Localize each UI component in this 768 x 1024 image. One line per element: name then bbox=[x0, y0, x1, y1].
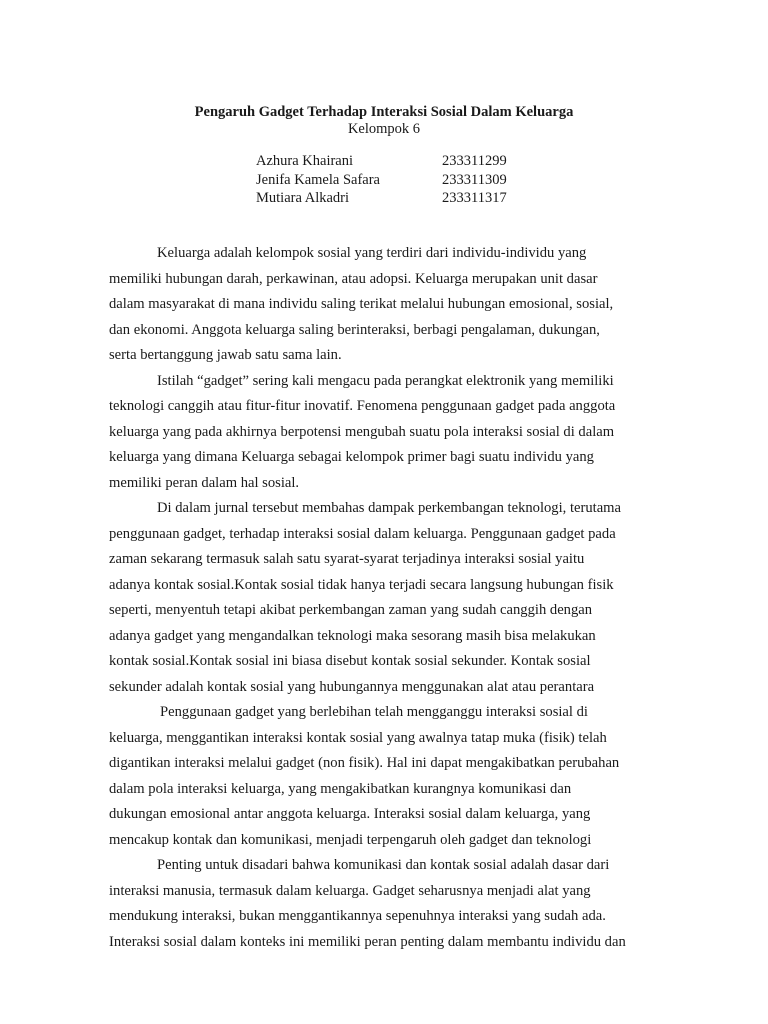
text-line: Keluarga adalah kelompok sosial yang terdiri dari individu-individu yang bbox=[157, 245, 587, 261]
text-line: Istilah “gadget” sering kali mengacu pada perangkat elektronik yang memiliki bbox=[157, 372, 614, 389]
text-line: mendukung interaksi, bukan menggantikannya sepenuhnya interaksi yang sudah ada. bbox=[109, 908, 606, 924]
text-line: penggunaan gadget, terhadap interaksi sosial dalam keluarga. Penggunaan gadget pada bbox=[109, 525, 616, 542]
text-line: kontak sosial.Kontak sosial ini biasa disebut kontak sosial sekunder. Kontak sosial bbox=[109, 653, 591, 669]
paragraph bbox=[109, 241, 657, 369]
author-row bbox=[256, 152, 507, 171]
paragraph bbox=[109, 496, 657, 700]
text-line: dukungan emosional antar anggota keluarga. Interaksi sosial dalam keluarga, yang bbox=[109, 806, 591, 822]
text-line: keluarga yang pada akhirnya berpotensi mengubah suatu pola interaksi sosial di dalam bbox=[109, 423, 615, 440]
text-line: memiliki peran dalam hal sosial. bbox=[109, 474, 300, 491]
text-line: keluarga yang dimana Keluarga sebagai kelompok primer bagi suatu individu yang bbox=[109, 449, 594, 465]
author-id: 233311299 bbox=[442, 153, 507, 169]
document-body bbox=[109, 241, 657, 955]
author-row bbox=[256, 189, 507, 208]
author-name: Mutiara Alkadri bbox=[256, 190, 350, 206]
paragraph bbox=[109, 853, 657, 955]
text-line: Penggunaan gadget yang berlebihan telah mengganggu interaksi sosial di bbox=[160, 704, 588, 720]
text-line: Penting untuk disadari bahwa komunikasi dan kontak sosial adalah dasar dari bbox=[157, 857, 610, 873]
group-label: Kelompok 6 bbox=[347, 121, 421, 137]
text-line: keluarga, menggantikan interaksi kontak sosial yang awalnya tatap muka (fisik) telah bbox=[109, 729, 607, 746]
text-line: teknologi canggih atau fitur-fitur inovatif. Fenomena penggunaan gadget pada anggota bbox=[109, 398, 616, 414]
author-row bbox=[256, 171, 507, 190]
text-line: Di dalam jurnal tersebut membahas dampak perkembangan teknologi, terutama bbox=[157, 500, 622, 516]
text-line: adanya kontak sosial.Kontak sosial tidak hanya terjadi secara langsung hubungan fisik bbox=[109, 576, 614, 593]
text-line: memiliki hubungan darah, perkawinan, atau adopsi. Keluarga merupakan unit dasar bbox=[109, 270, 598, 287]
text-line: digantikan interaksi melalui gadget (non fisik). Hal ini dapat mengakibatkan perubahan bbox=[109, 755, 620, 771]
text-line: mencakup kontak dan komunikasi, menjadi terpengaruh oleh gadget dan teknologi bbox=[109, 831, 592, 848]
author-list bbox=[256, 152, 507, 208]
paragraph bbox=[109, 700, 657, 853]
text-line: serta bertanggung jawab satu sama lain. bbox=[109, 347, 342, 363]
text-line: Interaksi sosial dalam konteks ini memiliki peran penting dalam membantu individu dan bbox=[109, 933, 626, 950]
document-title: Pengaruh Gadget Terhadap Interaksi Sosial Dalam Keluarga bbox=[194, 104, 574, 120]
author-id: 233311317 bbox=[442, 190, 507, 206]
author-name: Azhura Khairani bbox=[256, 153, 354, 169]
text-line: dalam masyarakat di mana individu saling terikat melalui hubungan emosional, sosial, bbox=[109, 296, 614, 312]
text-line: adanya gadget yang mengandalkan teknologi maka sesorang masih bisa melakukan bbox=[109, 627, 596, 644]
text-line: interaksi manusia, termasuk dalam keluarga. Gadget seharusnya menjadi alat yang bbox=[109, 882, 591, 899]
author-name: Jenifa Kamela Safara bbox=[256, 171, 380, 188]
text-line: dalam pola interaksi keluarga, yang mengakibatkan kurangnya komunikasi dan bbox=[109, 780, 572, 797]
paragraph bbox=[109, 369, 657, 497]
text-line: seperti, menyentuh tetapi akibat perkembangan zaman yang sudah canggih dengan bbox=[109, 602, 593, 618]
text-line: zaman sekarang termasuk salah satu syarat-syarat terjadinya interaksi sosial yaitu bbox=[109, 551, 585, 567]
author-id: 233311309 bbox=[442, 171, 507, 188]
text-line: dan ekonomi. Anggota keluarga saling berinteraksi, berbagi pengalaman, dukungan, bbox=[109, 321, 600, 338]
text-line: sekunder adalah kontak sosial yang hubungannya menggunakan alat atau perantara bbox=[109, 678, 595, 695]
